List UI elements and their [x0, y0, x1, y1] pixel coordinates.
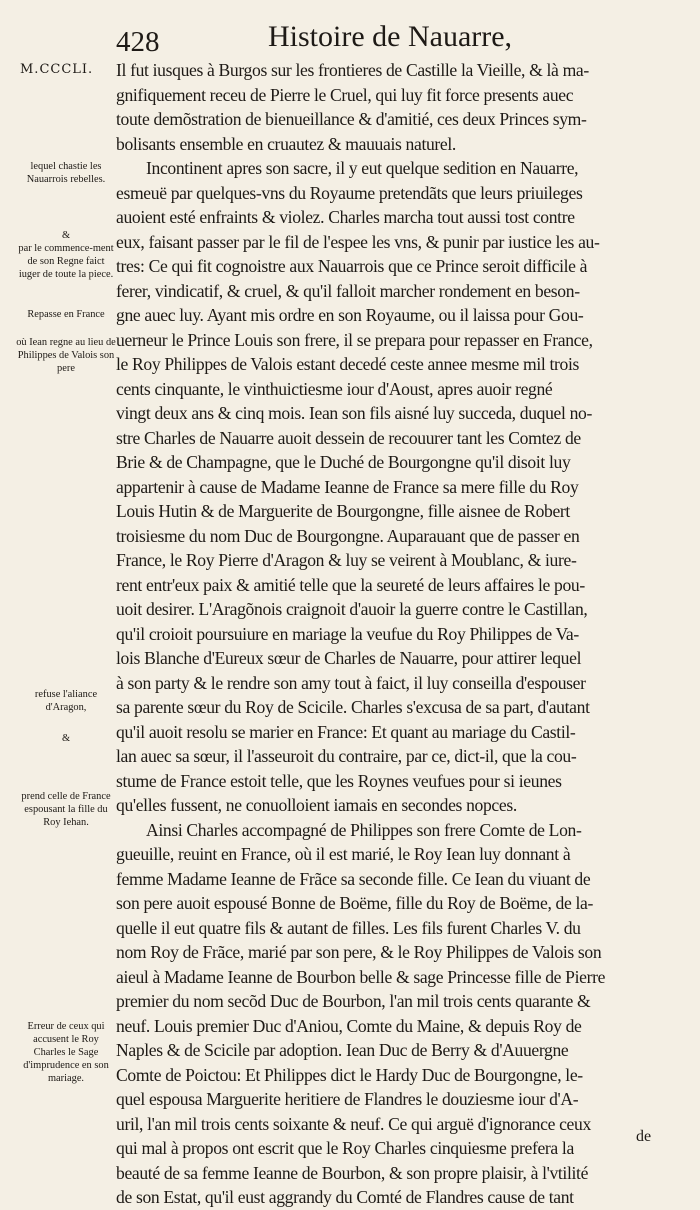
- text-line: lan auec sa sœur, il l'asseuroit du contraire, par ce, dict-il, que la cou-: [116, 746, 577, 766]
- text-line: vingt deux ans & cinq mois. Iean son fils aisné luy succeda, duquel no-: [116, 403, 592, 423]
- text-line: auoient esté enfraints & violez. Charles marcha tout aussi tost contre: [116, 207, 575, 227]
- text-line: quel espousa Marguerite heritiere de Flandres le douziesme iour d'A-: [116, 1089, 579, 1109]
- text-line: aieul à Madame Ieanne de Bourbon belle & sage Princesse fille de Pierre: [116, 966, 606, 987]
- margin-note: refuse l'aliance d'Aragon,: [34, 689, 98, 713]
- text-line: Louis Hutin & de Marguerite de Bourgongne, fille aisnee de Robert: [116, 501, 570, 521]
- text-line: cents cinquante, le vinthuictiesme iour d'Aoust, apres auoir regné: [116, 378, 553, 399]
- text-line: quelle il eut quatre fils & autant de filles. Les fils furent Charles V. du: [116, 917, 581, 938]
- text-line: Incontinent apres son sacre, il y eut quelque sedition en Nauarre,: [146, 158, 579, 178]
- text-line: stume de France estoit telle, que les Roynes veufues pour si ieunes: [116, 770, 562, 791]
- text-line: premier du nom secõd Duc de Bourbon, l'an mil trois cents quarante &: [116, 991, 591, 1011]
- text-line: Comte de Poictou: Et Philippes dict le Hardy Duc de Bourgongne, le-: [116, 1064, 583, 1085]
- text-line: esmeuë par quelques-vns du Royaume pretendãts que leurs priuileges: [116, 182, 583, 203]
- text-line: lois Blanche d'Eureux sœur de Charles de Nauarre, pour attirer lequel: [116, 648, 582, 668]
- margin-note: où Iean regne au lieu de Philippes de Valois son pere: [16, 337, 116, 374]
- text-line: ferer, vindicatif, & cruel, & qu'il falloit marcher rondement en beson-: [116, 280, 580, 301]
- text-line: qu'il croioit poursuiure en mariage la veufue du Roy Philippes de Va-: [116, 623, 579, 644]
- text-line: gne auec luy. Ayant mis ordre en son Royaume, ou il laissa pour Gou-: [116, 305, 584, 325]
- running-title: Histoire de Nauarre,: [268, 20, 513, 53]
- text-line: Il fut iusques à Burgos sur les frontieres de Castille la Vieille, & là ma-: [116, 60, 589, 80]
- text-line: gueuille, reuint en France, où il est marié, le Roy Iean luy donnant à: [116, 844, 571, 864]
- text-line: qui mal à propos ont escrit que le Roy Charles cinquiesme prefera la: [116, 1138, 574, 1158]
- text-line: tres: Ce qui fit cognoistre aux Nauarrois que ce Prince seroit difficile à: [116, 256, 588, 276]
- text-line: rent entr'eux paix & amitié telle que la seureté de leurs affaires le pou-: [116, 574, 585, 595]
- margin-year: M.CCCLI.: [20, 62, 94, 77]
- text-line: le Roy Philippes de Valois estant decedé ceste annee mesme mil trois: [116, 354, 580, 374]
- margin-note: &: [61, 733, 71, 744]
- margin-note: par le commence-ment de son Regne faict iuger de toute la piece.: [18, 243, 114, 280]
- text-line: bolisants ensemble en cruautez & mauuais naturel.: [116, 133, 456, 154]
- text-line: à son party & le rendre son amy tout à faict, il luy conseilla d'espouser: [116, 672, 586, 693]
- text-line: France, le Roy Pierre d'Aragon & luy se veirent à Moublanc, & iure-: [116, 550, 577, 570]
- text-line: qu'elles fussent, ne conuolloient iamais en secondes nopces.: [116, 795, 517, 815]
- margin-note: Erreur de ceux qui accusent le Roy Charles le Sage d'imprudence en son mariage.: [23, 1021, 109, 1084]
- text-line: son pere auoit espousé Bonne de Boëme, fille du Roy de Boëme, de la-: [116, 893, 594, 913]
- text-line: uerneur le Prince Louis son frere, il se prepara pour repasser en France,: [116, 329, 593, 350]
- page-number: 428: [116, 26, 160, 58]
- text-line: stre Charles de Nauarre auoit dessein de recouurer tant les Comtez de: [116, 427, 581, 448]
- text-line: de son Estat, qu'il eust aggrandy du Comté de Flandres cause de tant: [116, 1187, 574, 1207]
- text-line: uoit desirer. L'Aragõnois craignoit d'auoir la guerre contre le Castillan,: [116, 599, 588, 619]
- text-line: Ainsi Charles accompagné de Philippes son frere Comte de Lon-: [146, 819, 582, 840]
- text-line: uril, l'an mil trois cents soixante & neuf. Ce qui arguë d'ignorance ceux: [116, 1113, 591, 1134]
- text-line: neuf. Louis premier Duc d'Aniou, Comte du Maine, & depuis Roy de: [116, 1015, 582, 1036]
- margin-note: Repasse en France: [27, 309, 105, 320]
- body-text: [116, 58, 666, 1210]
- text-line: toute demõstration de bienueillance & d'amitié, ces deux Princes sym-: [116, 109, 587, 129]
- text-line: beauté de sa femme Ieanne de Bourbon, & son propre plaisir, à l'vtilité: [116, 1162, 589, 1183]
- text-line: gnifiquement receu de Pierre le Cruel, qui luy fit force presents auec: [116, 84, 574, 105]
- catchword: de: [636, 1128, 652, 1145]
- text-line: nom Roy de Frãce, marié par son pere, & le Roy Philippes de Valois son: [116, 942, 602, 962]
- text-line: femme Madame Ieanne de Frãce sa seconde fille. Ce Iean du viuant de: [116, 868, 591, 889]
- text-line: eux, faisant passer par le fil de l'espee les vns, & punir par iustice les au-: [116, 231, 600, 252]
- text-line: troisiesme du nom Duc de Bourgongne. Auparauant que de passer en: [116, 525, 580, 546]
- text-line: appartenir à cause de Madame Ieanne de France sa mere fille du Roy: [116, 476, 579, 497]
- text-line: qu'il auoit resolu se marier en France: Et quant au mariage du Castil-: [116, 721, 576, 742]
- text-line: Brie & de Champagne, que le Duché de Bourgongne qu'il disoit luy: [116, 452, 571, 472]
- margin-note: prend celle de France espousant la fille du Roy Iehan.: [21, 791, 111, 828]
- margin-note: lequel chastie les Nauarrois rebelles.: [26, 161, 106, 185]
- text-line: Naples & de Scicile par adoption. Iean Duc de Berry & d'Auuergne: [116, 1040, 569, 1060]
- margin-note: &: [61, 230, 71, 241]
- text-line: sa parente sœur du Roy de Scicile. Charles s'excusa de sa part, d'autant: [116, 697, 590, 717]
